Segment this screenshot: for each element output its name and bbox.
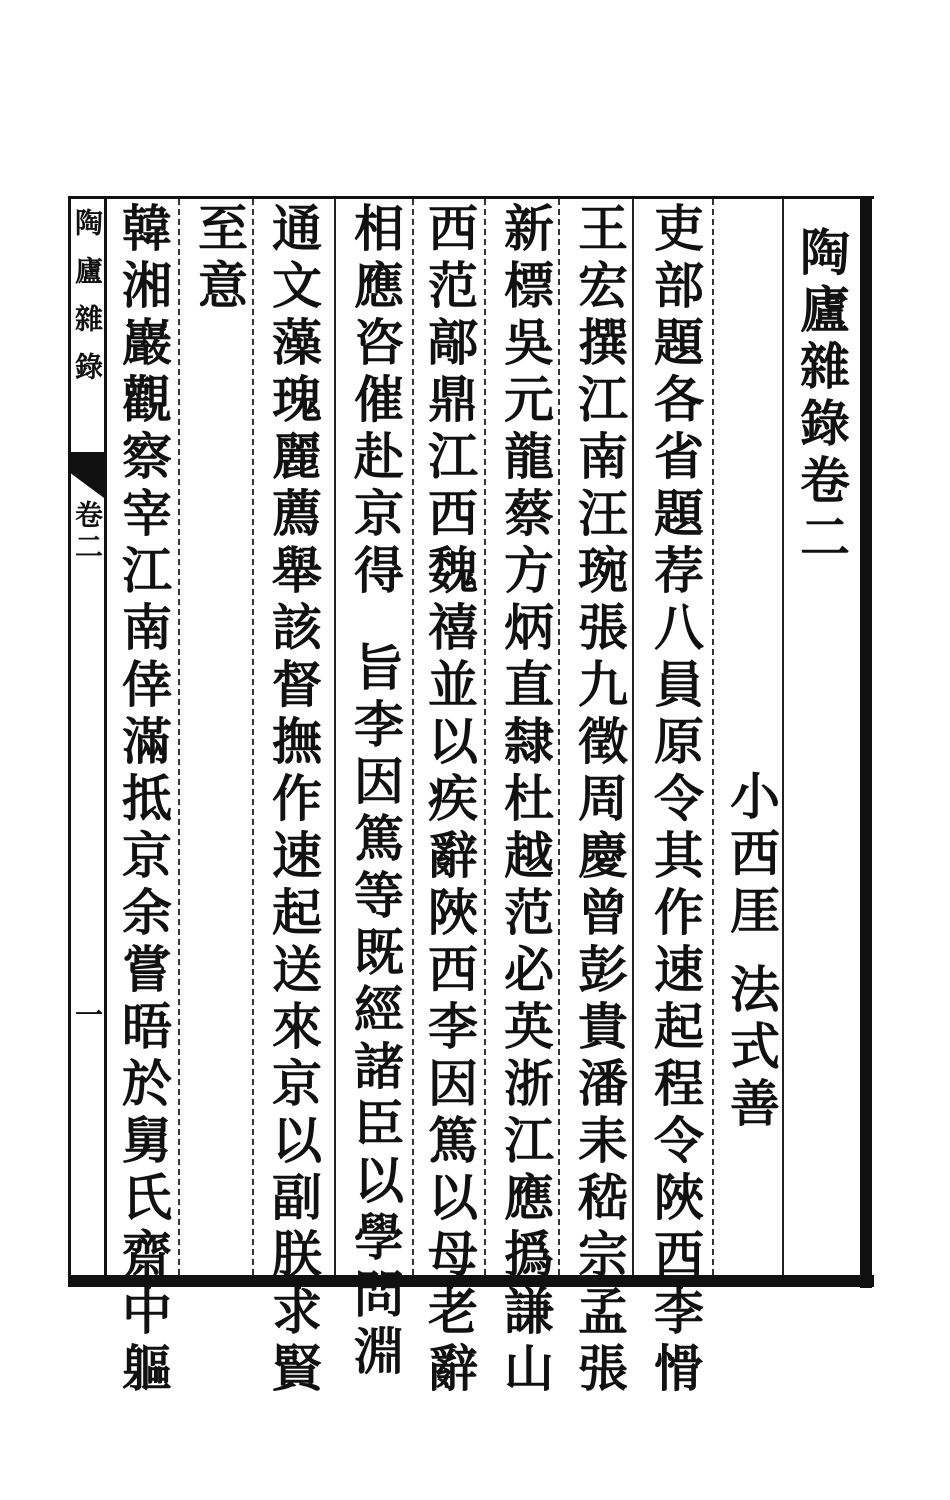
column-rule [632, 199, 634, 1275]
text-column-2: 王宏撰江南汪琬張九徵周慶曾彭貴潘耒嵇宗孟張 [570, 202, 629, 1399]
spine-page-number: 一 [71, 1000, 104, 1028]
text-column-4: 西范鄗鼎江西魏禧並以疾辭陜西李因篤以母老辭 [420, 202, 479, 1399]
column-rule [782, 199, 784, 1275]
column-rule [712, 199, 714, 1275]
text-column-6: 通文藻瑰麗薦舉該督撫作速起送來京以副朕求賢 [264, 202, 323, 1399]
text-column-1: 吏部題各省題荐八員原令其作速起程令陜西李愲 [646, 202, 705, 1399]
frame-right-border [860, 196, 872, 1288]
author-name: 法式善 [722, 963, 781, 1134]
author-origin: 小西厓 [722, 770, 781, 941]
text-column-5 [346, 202, 404, 1382]
column-rule [334, 199, 336, 1275]
spine-title: 陶廬雜錄 [71, 208, 104, 400]
frame-top-border [68, 196, 874, 199]
column-rule [178, 199, 180, 1275]
fishtail-mark-icon [70, 452, 104, 498]
column-rule [484, 199, 486, 1275]
book-title: 陶廬雜錄卷二 [792, 226, 851, 568]
column-rule [558, 199, 560, 1275]
text-column-8: 韓湘巖觀察宰江南倖滿抵京余嘗晤於舅氏齋中軀 [114, 202, 173, 1399]
text-column-7: 至意 [190, 202, 249, 316]
author-line [722, 770, 780, 1134]
text-column-5-part-2: 旨李因篤等既經諸臣以學問淵 [346, 641, 405, 1382]
column-rule [412, 199, 414, 1275]
text-column-5-part-1: 相應咨催赴京得 [346, 202, 405, 601]
column-rule [252, 199, 254, 1275]
text-column-3: 新標吳元龍蔡方炳直隸杜越范必英浙江應撝謙山 [496, 202, 555, 1399]
spine-right-rule [104, 199, 107, 1275]
spine-volume: 卷二 [71, 500, 104, 564]
